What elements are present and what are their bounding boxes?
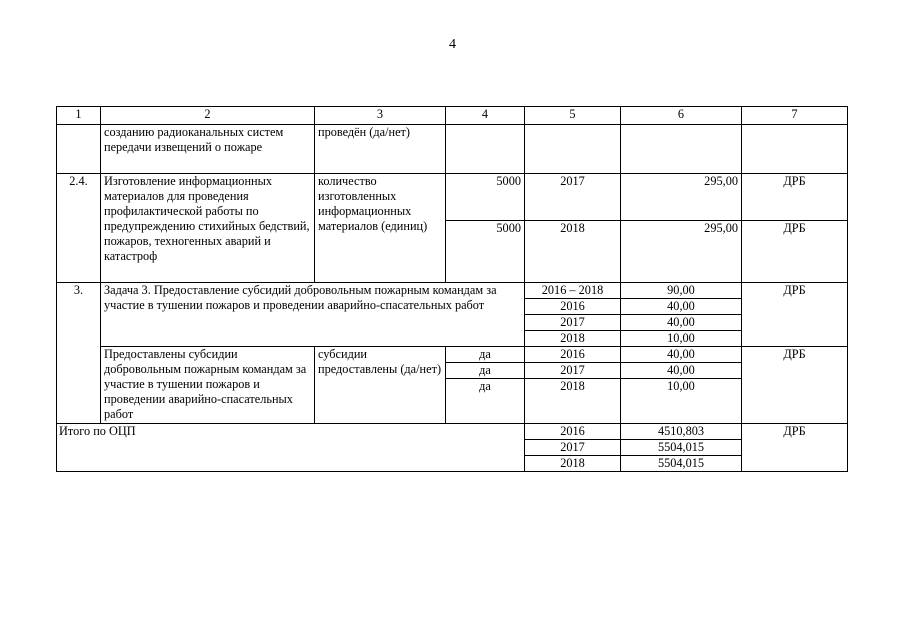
header-col-6: 6 bbox=[621, 107, 742, 125]
value-cell: да bbox=[446, 347, 525, 363]
year-cell: 2017 bbox=[525, 363, 621, 379]
amount-cell: 295,00 bbox=[621, 221, 742, 283]
year-cell: 2017 bbox=[525, 174, 621, 221]
amount-cell: 5504,015 bbox=[621, 440, 742, 456]
table-row bbox=[57, 347, 848, 363]
indicator-cell: проведён (да/нет) bbox=[315, 125, 446, 174]
year-cell: 2016 – 2018 bbox=[525, 283, 621, 299]
header-col-5: 5 bbox=[525, 107, 621, 125]
value-cell: да bbox=[446, 379, 525, 424]
value-cell bbox=[446, 125, 525, 174]
source-cell: ДРБ bbox=[742, 347, 848, 424]
amount-cell: 295,00 bbox=[621, 174, 742, 221]
measure-description: Предоставлены субсидии добровольным пожарным командам за участие в тушении пожаров и проведении аварийно-спасательных работ bbox=[101, 347, 315, 424]
header-col-2: 2 bbox=[101, 107, 315, 125]
amount-cell: 40,00 bbox=[621, 299, 742, 315]
total-row bbox=[57, 424, 848, 440]
year-cell: 2016 bbox=[525, 347, 621, 363]
header-col-1: 1 bbox=[57, 107, 101, 125]
year-cell: 2016 bbox=[525, 424, 621, 440]
amount-cell: 40,00 bbox=[621, 363, 742, 379]
amount-cell: 90,00 bbox=[621, 283, 742, 299]
header-col-3: 3 bbox=[315, 107, 446, 125]
indicator-cell: субсидии предоставлены (да/нет) bbox=[315, 347, 446, 424]
amount-cell: 40,00 bbox=[621, 315, 742, 331]
value-cell: да bbox=[446, 363, 525, 379]
row-number: 2.4. bbox=[57, 174, 101, 283]
value-cell: 5000 bbox=[446, 221, 525, 283]
measure-description: Изготовление информационных материалов для проведения профилактической работы по предупреждению стихийных бедствий, пожаров, техногенных аварий и катастроф bbox=[101, 174, 315, 283]
source-cell bbox=[742, 125, 848, 174]
indicator-cell: количество изготовленных информационных материалов (единиц) bbox=[315, 174, 446, 283]
amount-cell: 10,00 bbox=[621, 331, 742, 347]
year-cell: 2017 bbox=[525, 440, 621, 456]
header-col-7: 7 bbox=[742, 107, 848, 125]
amount-cell: 4510,803 bbox=[621, 424, 742, 440]
header-col-4: 4 bbox=[446, 107, 525, 125]
header-row bbox=[57, 107, 848, 125]
amount-cell: 5504,015 bbox=[621, 456, 742, 472]
amount-cell bbox=[621, 125, 742, 174]
source-cell: ДРБ bbox=[742, 221, 848, 283]
table-row bbox=[57, 125, 848, 174]
page-number: 4 bbox=[449, 37, 456, 52]
source-cell: ДРБ bbox=[742, 424, 848, 472]
row-number bbox=[57, 125, 101, 174]
amount-cell: 40,00 bbox=[621, 347, 742, 363]
total-label: Итого по ОЦП bbox=[57, 424, 525, 472]
source-cell: ДРБ bbox=[742, 283, 848, 347]
task-description: Задача 3. Предоставление субсидий добровольным пожарным командам за участие в тушении пожаров и проведении аварийно-спасательных работ bbox=[101, 283, 525, 347]
row-number: 3. bbox=[57, 283, 101, 424]
value-cell: 5000 bbox=[446, 174, 525, 221]
year-cell: 2018 bbox=[525, 331, 621, 347]
table-row bbox=[57, 174, 848, 221]
amount-cell: 10,00 bbox=[621, 379, 742, 424]
measure-description: созданию радиоканальных систем передачи извещений о пожаре bbox=[101, 125, 315, 174]
year-cell: 2017 bbox=[525, 315, 621, 331]
year-cell: 2016 bbox=[525, 299, 621, 315]
year-cell bbox=[525, 125, 621, 174]
year-cell: 2018 bbox=[525, 379, 621, 424]
source-cell: ДРБ bbox=[742, 174, 848, 221]
year-cell: 2018 bbox=[525, 221, 621, 283]
program-table bbox=[56, 106, 848, 472]
table-row bbox=[57, 283, 848, 299]
year-cell: 2018 bbox=[525, 456, 621, 472]
